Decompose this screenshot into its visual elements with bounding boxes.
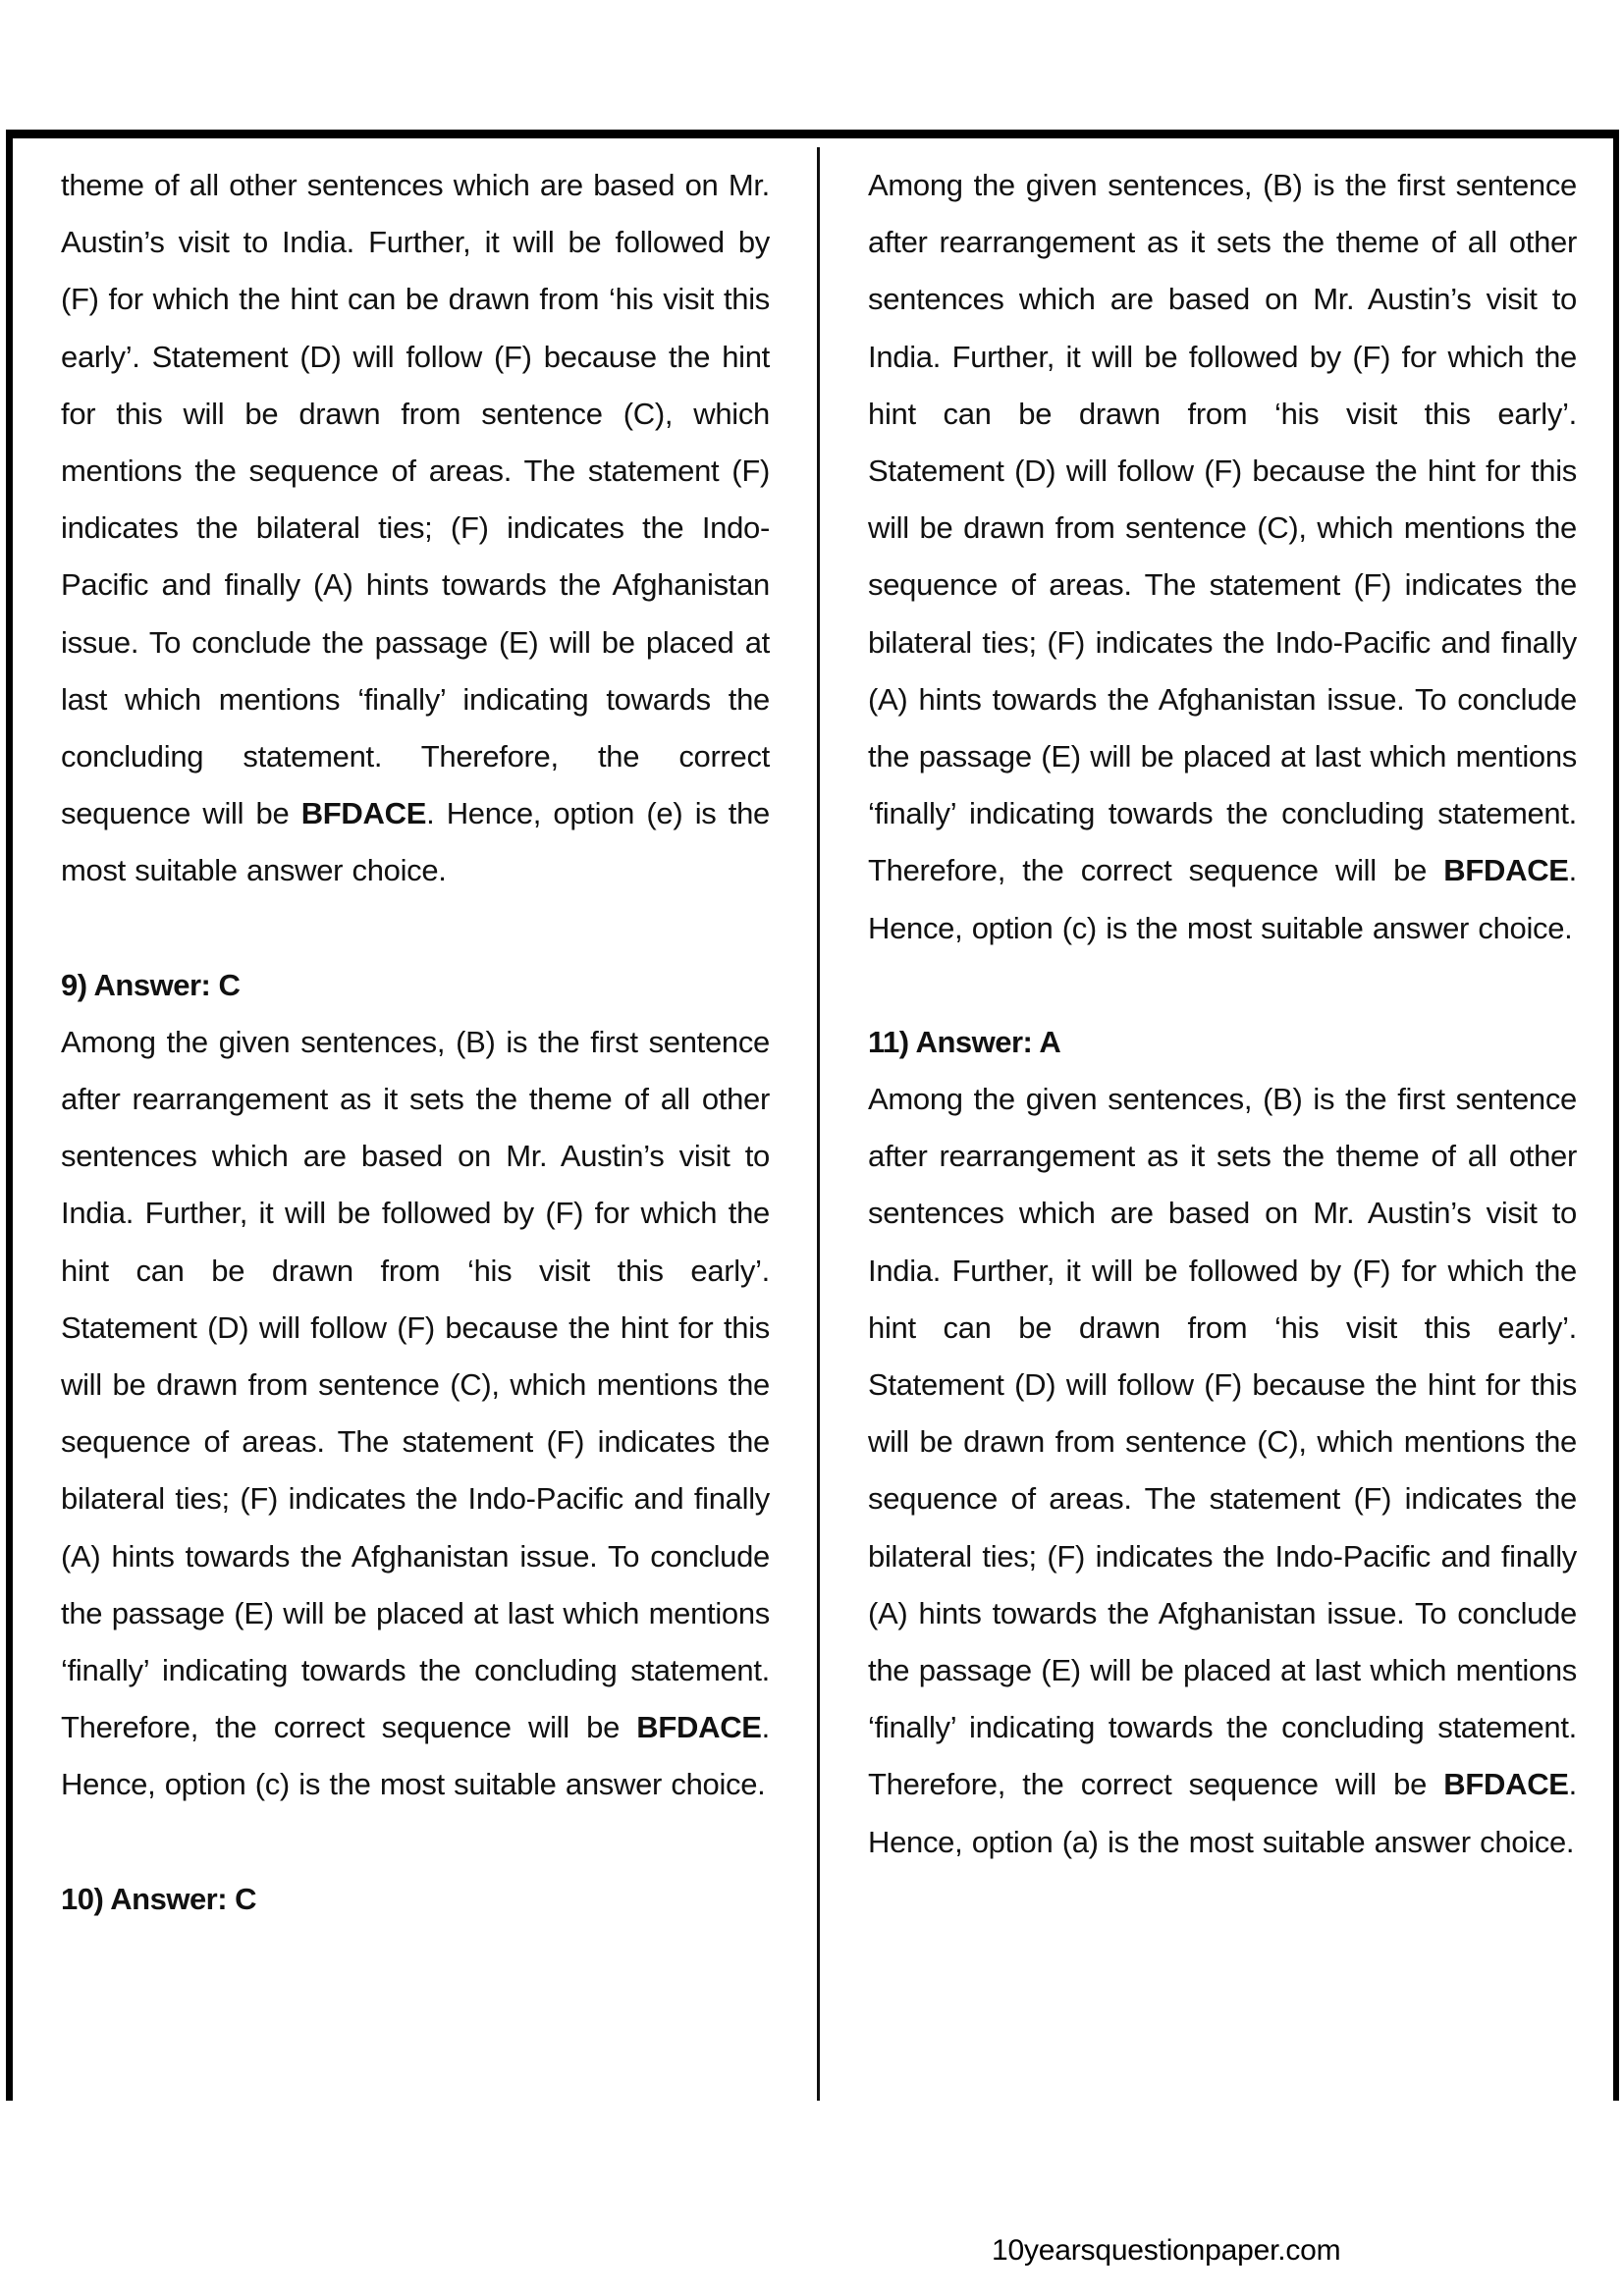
right-border-rule: [1613, 130, 1619, 2101]
column-divider: [817, 147, 820, 2101]
answer-11-explanation: Among the given sentences, (B) is the first sentence after rearrangement as it sets the theme of all other sentences which are based on Mr. Austin’s visit to India. Further, it will be followed by (F) for which the hint can be drawn from ‘his visit this early’. Statement (D) will follow (F) because the hint for this will be drawn from sentence (C), which mentions the sequence of areas. The statement (F) indicates the bilateral ties; (F) indicates the Indo-Pacific and finally (A) hints towards the Afghanistan issue. To conclude the passage (E) will be placed at last which mentions ‘finally’ indicating towards the concluding statement. Therefore, the correct sequence will be BFDACE. Hence, option (a) is the most suitable answer choice.: [868, 1082, 1577, 1859]
right-column: [868, 157, 1577, 1871]
section-gap: [61, 1814, 770, 1871]
section-gap: [61, 900, 770, 957]
left-column: [61, 157, 770, 1928]
answer-9-explanation: Among the given sentences, (B) is the first sentence after rearrangement as it sets the theme of all other sentences which are based on Mr. Austin’s visit to India. Further, it will be followed by (F) for which the hint can be drawn from ‘his visit this early’. Statement (D) will follow (F) because the hint for this will be drawn from sentence (C), which mentions the sequence of areas. The statement (F) indicates the bilateral ties; (F) indicates the Indo-Pacific and finally (A) hints towards the Afghanistan issue. To conclude the passage (E) will be placed at last which mentions ‘finally’ indicating towards the concluding statement. Therefore, the correct sequence will be BFDACE. Hence, option (c) is the most suitable answer choice.: [61, 1024, 770, 1802]
left-border-rule: [6, 130, 13, 2101]
answer-9-heading: 9) Answer: C: [61, 967, 241, 1002]
top-border-bar: [6, 130, 1619, 138]
section-gap: [868, 957, 1577, 1014]
answer-11-heading: 11) Answer: A: [868, 1024, 1061, 1059]
answer-8-explanation-continued: theme of all other sentences which are based on Mr. Austin’s visit to India. Further, it will be followed by (F) for which the hint can be drawn from ‘his visit this early’. Statement (D) will follow (F) because the hint for this will be drawn from sentence (C), which mentions the sequence of areas. The statement (F) indicates the bilateral ties; (F) indicates the Indo-Pacific and finally (A) hints towards the Afghanistan issue. To conclude the passage (E) will be placed at last which mentions ‘finally’ indicating towards the concluding statement. Therefore, the correct sequence will be BFDACE. Hence, option (e) is the most suitable answer choice.: [61, 168, 770, 888]
sequence-bold: BFDACE: [636, 1710, 762, 1745]
sequence-bold: BFDACE: [1443, 1767, 1569, 1802]
answer-10-heading: 10) Answer: C: [61, 1881, 257, 1916]
answer-10-explanation: Among the given sentences, (B) is the first sentence after rearrangement as it sets the theme of all other sentences which are based on Mr. Austin’s visit to India. Further, it will be followed by (F) for which the hint can be drawn from ‘his visit this early’. Statement (D) will follow (F) because the hint for this will be drawn from sentence (C), which mentions the sequence of areas. The statement (F) indicates the bilateral ties; (F) indicates the Indo-Pacific and finally (A) hints towards the Afghanistan issue. To conclude the passage (E) will be placed at last which mentions ‘finally’ indicating towards the concluding statement. Therefore, the correct sequence will be BFDACE. Hence, option (c) is the most suitable answer choice.: [868, 168, 1577, 945]
footer-site-url: 10yearsquestionpaper.com: [992, 2234, 1341, 2267]
sequence-bold: BFDACE: [300, 796, 427, 831]
sequence-bold: BFDACE: [1443, 853, 1569, 888]
